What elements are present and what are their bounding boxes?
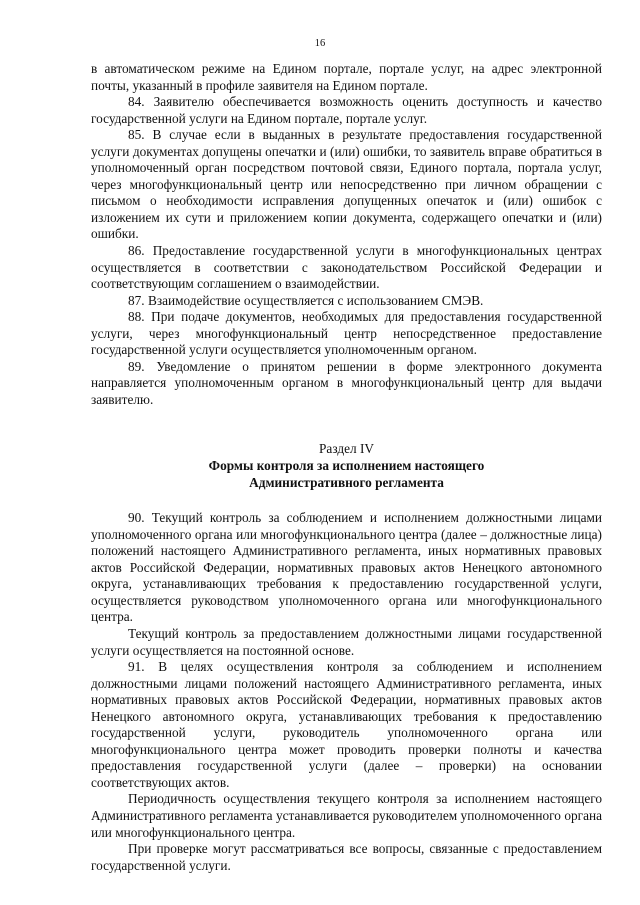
section-label: Раздел IV xyxy=(319,441,374,457)
paragraph-current-control: Текущий контроль за предоставлением должностными лицами государственной услуги осуществляется на постоянной основе. xyxy=(91,625,602,658)
page-number: 16 xyxy=(314,38,326,49)
paragraph-inspection: При проверке могут рассматриваться все вопросы, связанные с предоставлением государственной услуги. xyxy=(91,841,602,873)
paragraph-periodicity: Периодичность осуществления текущего контроля за исполнением настоящего Административного регламента устанавливается руководителем уполномоченного органа или многофункционального центра. xyxy=(91,791,602,840)
paragraph-88: 88. При подаче документов, необходимых для предоставления государственной услуги, через многофункциональный центр непосредственное предоставление государственной услуги осуществляется уполномоченным органом. xyxy=(91,309,602,358)
paragraph-91: 91. В целях осуществления контроля за соблюдением и исполнением должностными лицами положений настоящего Административного регламента, иных нормативных правовых актов Российской Федерации, нормативных правовых актов Ненецкого автономного округа, устанавливающих требования к предоставлению государственной услуги, руководитель уполномоченного органа или многофункционального центра может проводить проверки полноты и качества предоставления государственной услуги (далее – проверки) на основании соответствующих актов. xyxy=(91,659,602,790)
paragraph-90: 90. Текущий контроль за соблюдением и исполнением должностными лицами уполномоченного органа или многофункционального центра (далее – должностные лица) положений настоящего Административного регламента, иных нормативных правовых актов Российской Федерации, нормативных правовых актов Ненецкого автономного округа, устанавливающих требования к предоставлению государственной услуги, осуществляется руководством уполномоченного органа или многофункционального центра. xyxy=(91,510,602,625)
paragraph-89: 89. Уведомление о принятом решении в форме электронного документа направляется уполномоченным органом в многофункциональный центр для выдачи заявителю. xyxy=(91,358,602,407)
section-spacer xyxy=(91,491,602,510)
document-body xyxy=(91,61,602,874)
paragraph-85: 85. В случае если в выданных в результате предоставления государственной услуги документах допущены опечатки и (или) ошибки, то заявитель вправе обратиться в уполномоченный орган посредством почтовой связи, Единого портала, портала услуг, через многофункциональный центр или непосредственно при личном обращении с письмом о необходимости исправления допущенных опечаток и (или) ошибок с изложением их сути и приложением копии документа, содержащего опечатки и (или) ошибки. xyxy=(91,127,602,242)
paragraph-87: 87. Взаимодействие осуществляется с использованием СМЭВ. xyxy=(128,292,484,308)
paragraph-84: 84. Заявителю обеспечивается возможность оценить доступность и качество государственной услуги на Едином портале, портале услуг. xyxy=(91,94,602,126)
section-title-line-2: Административного регламента xyxy=(249,474,444,490)
paragraph-86: 86. Предоставление государственной услуги в многофункциональных центрах осуществляется в соответствии с законодательством Российской Федерации и соответствующим соглашением о взаимодействии. xyxy=(91,243,602,292)
section-title-line-1: Формы контроля за исполнением настоящего xyxy=(208,458,485,474)
paragraph-continuation: в автоматическом режиме на Едином портале, портале услуг, на адрес электронной почты, указанный в профиле заявителя на Едином портале. xyxy=(91,61,602,93)
